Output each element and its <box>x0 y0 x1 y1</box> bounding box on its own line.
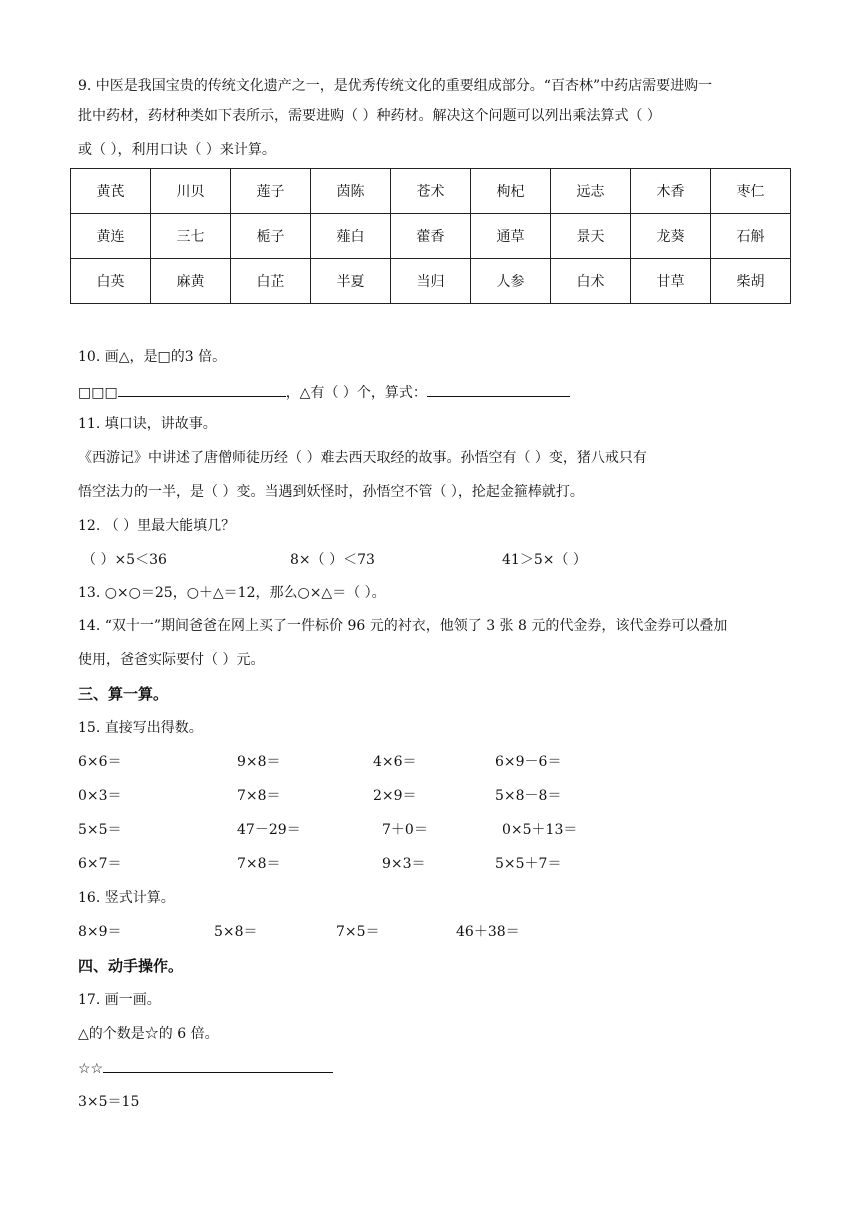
table-cell: 通草 <box>471 214 551 259</box>
q15-item: 5×5＋7＝ <box>495 856 562 872</box>
q11-title: 11. 填口诀，讲故事。 <box>78 416 217 432</box>
q16-item: 5×8＝ <box>214 924 258 940</box>
q15-item: 6×7＝ <box>78 856 122 872</box>
q10-title: 10. 画△，是□的3 倍。 <box>78 349 227 365</box>
table-cell: 半夏 <box>311 259 391 304</box>
q15-item: 5×8－8＝ <box>495 788 562 804</box>
table-cell: 川贝 <box>151 169 231 214</box>
q15-item: 0×5＋13＝ <box>502 822 578 838</box>
q10-count-text: ，△有（ ）个，算式： <box>285 385 427 401</box>
table-cell: 三七 <box>151 214 231 259</box>
q14-line-1: 14. “双十一”期间爸爸在网上买了一件标价 96 元的衬衣，他领了 3 张 8 元的代金券，该代金券可以叠加 <box>78 618 728 634</box>
table-row <box>71 214 791 259</box>
q17-star-line <box>78 1058 333 1079</box>
q14-line-2: 使用，爸爸实际要付（ ）元。 <box>78 652 265 668</box>
q12-item: （ ）×5＜36 <box>82 552 167 568</box>
q17-formula: 3×5＝15 <box>78 1094 140 1110</box>
table-cell: 白英 <box>71 259 151 304</box>
table-cell: 石斛 <box>711 214 791 259</box>
q9-line-2: 批中药材，药材种类如下表所示，需要进购（ ）种药材。解决这个问题可以列出乘法算式（ ） <box>78 108 661 124</box>
table-cell: 当归 <box>391 259 471 304</box>
table-cell: 藿香 <box>391 214 471 259</box>
q15-item: 4×6＝ <box>373 754 417 770</box>
q9-line-1: 9. 中医是我国宝贵的传统文化遗产之一，是优秀传统文化的重要组成部分。“百杏林”中药店需要进购一 <box>78 78 713 94</box>
q15-item: 6×6＝ <box>78 754 122 770</box>
table-cell: 麻黄 <box>151 259 231 304</box>
table-cell: 柴胡 <box>711 259 791 304</box>
q15-item: 5×5＝ <box>78 822 122 838</box>
q9-line-3: 或（ ），利用口诀（ ）来计算。 <box>78 142 276 158</box>
q17-title: 17. 画一画。 <box>78 992 161 1008</box>
q15-item: 7＋0＝ <box>382 822 428 838</box>
table-cell: 黄芪 <box>71 169 151 214</box>
q15-item: 0×3＝ <box>78 788 122 804</box>
table-cell: 景天 <box>551 214 631 259</box>
table-cell: 苍术 <box>391 169 471 214</box>
formula-blank[interactable] <box>427 382 570 397</box>
q15-item: 2×9＝ <box>373 788 417 804</box>
table-cell: 薤白 <box>311 214 391 259</box>
q16-item: 7×5＝ <box>336 924 380 940</box>
draw-triangles-blank[interactable] <box>118 382 286 397</box>
table-cell: 莲子 <box>231 169 311 214</box>
q15-item: 9×3＝ <box>382 856 426 872</box>
q15-item: 47－29＝ <box>237 822 301 838</box>
table-cell: 木香 <box>631 169 711 214</box>
table-cell: 白术 <box>551 259 631 304</box>
table-cell: 龙葵 <box>631 214 711 259</box>
q16-item: 46＋38＝ <box>456 924 520 940</box>
q15-item: 7×8＝ <box>237 788 281 804</box>
q17-line-1: △的个数是☆的 6 倍。 <box>78 1026 219 1042</box>
q11-line-2: 悟空法力的一半，是（ ）变。当遇到妖怪时，孙悟空不管（ ），抡起金箍棒就打。 <box>78 484 584 500</box>
q15-title: 15. 直接写出得数。 <box>78 720 203 736</box>
square-shapes: □□□ <box>78 385 118 401</box>
table-row <box>71 169 791 214</box>
q12-title: 12. （ ）里最大能填几？ <box>78 518 236 534</box>
q13-text: 13. ○×○＝25，○＋△＝12，那么○×△＝（ ）。 <box>78 585 386 601</box>
q15-item: 9×8＝ <box>237 754 281 770</box>
table-cell: 栀子 <box>231 214 311 259</box>
star-shapes: ☆☆ <box>78 1061 104 1077</box>
draw-triangles-blank[interactable] <box>103 1058 333 1073</box>
table-cell: 枣仁 <box>711 169 791 214</box>
table-cell: 茵陈 <box>311 169 391 214</box>
table-cell: 人参 <box>471 259 551 304</box>
table-cell: 远志 <box>551 169 631 214</box>
table-cell: 黄连 <box>71 214 151 259</box>
table-cell: 白芷 <box>231 259 311 304</box>
q12-item: 41＞5×（ ） <box>502 552 587 568</box>
table-cell: 甘草 <box>631 259 711 304</box>
q12-item: 8×（ ）＜73 <box>290 552 375 568</box>
table-row <box>71 259 791 304</box>
q10-answer-line <box>78 382 570 403</box>
q16-title: 16. 竖式计算。 <box>78 890 175 906</box>
section-4-heading: 四、动手操作。 <box>78 957 184 975</box>
q11-line-1: 《西游记》中讲述了唐僧师徒历经（ ）难去西天取经的故事。孙悟空有（ ）变，猪八戒只有 <box>78 450 647 466</box>
herb-table <box>70 168 791 304</box>
q15-item: 7×8＝ <box>237 856 281 872</box>
q16-item: 8×9＝ <box>78 924 122 940</box>
q15-item: 6×9－6＝ <box>495 754 562 770</box>
section-3-heading: 三、算一算。 <box>78 685 169 703</box>
table-cell: 枸杞 <box>471 169 551 214</box>
